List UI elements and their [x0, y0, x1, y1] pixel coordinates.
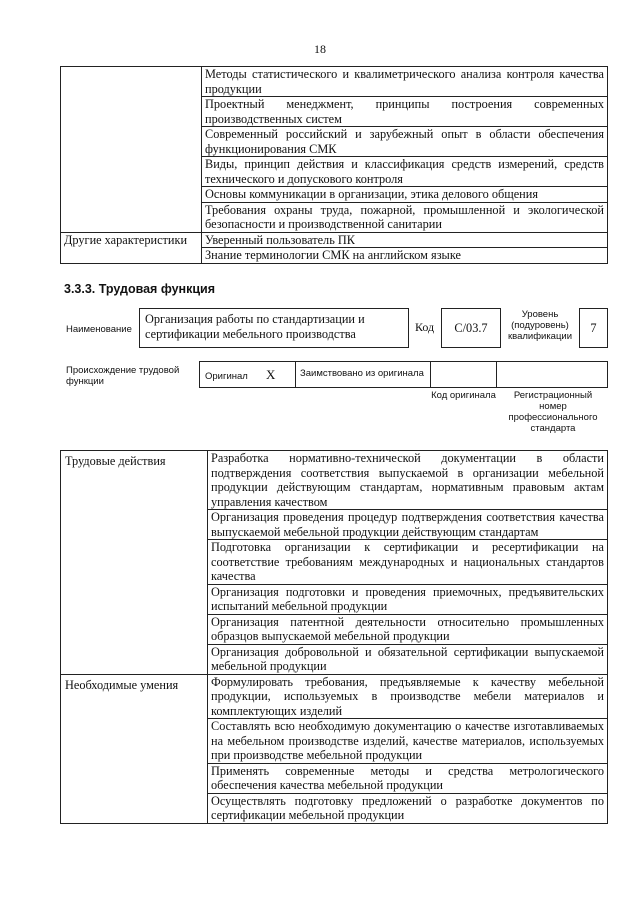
name-label: Наименование [66, 324, 132, 335]
function-name: Организация работы по стандартизации и сертификации мебельного производства [145, 312, 365, 341]
origin-label: Происхождение трудовой функции [66, 365, 180, 387]
table-row [61, 451, 608, 510]
table-row [61, 232, 608, 248]
registration-caption: Регистрационный номер профессионального стандарта [508, 390, 598, 434]
table-cell: Современный российский и зарубежный опыт в области обеспечения функционирования СМК [202, 127, 608, 157]
borrowed-cell [295, 361, 431, 388]
table-cell: Виды, принцип действия и классификация средств измерений, средств технического и допускового контроля [202, 157, 608, 187]
level-label: Уровень (подуровень) квалификации [507, 309, 573, 342]
section-heading: 3.3.3. Трудовая функция [64, 282, 216, 296]
borrowed-label: Заимствовано из оригинала [300, 368, 424, 379]
table-cell: Организация проведения процедур подтверждения соответствия качества выпускаемой мебельной продукции действующим стандартам [208, 510, 608, 540]
page-number: 18 [314, 42, 326, 56]
table-row [61, 674, 608, 719]
labor-actions-label: Трудовые действия [61, 451, 208, 675]
code-box [441, 308, 501, 348]
registration-number-cell [496, 361, 608, 388]
table-cell: Методы статистического и квалиметрического анализа контроля качества продукции [202, 67, 608, 97]
table-cell: Знание терминологии СМК на английском языке [202, 248, 608, 264]
original-code-cell [430, 361, 497, 388]
table-cell: Уверенный пользователь ПК [202, 232, 608, 248]
original-label: Оригинал [205, 371, 248, 382]
code-value: C/03.7 [454, 321, 488, 335]
table-cell: Организация патентной деятельности относительно промышленных образцов выпускаемой мебельной продукции [208, 614, 608, 644]
table-label-cell [61, 67, 202, 233]
level-box [579, 308, 608, 348]
table-cell: Организация добровольной и обязательной сертификации выпускаемой мебельной продукции [208, 644, 608, 674]
required-skills-label: Необходимые умения [61, 674, 208, 823]
code-label: Код [415, 320, 435, 334]
table-cell: Разработка нормативно-технической документации в области подтверждения соответствия выпускаемой в организации мебельной продукции действующим стандартам, нормативным правовым актам управления качеством [208, 451, 608, 510]
table-cell: Осуществлять подготовку предложений о разработке документов по сертификации мебельной продукции [208, 793, 608, 823]
knowledge-table [60, 66, 608, 264]
original-cell [199, 361, 296, 388]
table-cell: Требования охраны труда, пожарной, промышленной и экологической безопасности и производственной санитарии [202, 202, 608, 232]
code-caption: Код оригинала [431, 390, 496, 401]
table-row [61, 67, 608, 97]
other-characteristics-label: Другие характеристики [61, 232, 202, 263]
level-value: 7 [590, 321, 597, 335]
table-cell: Основы коммуникации в организации, этика делового общения [202, 187, 608, 203]
table-cell: Применять современные методы и средства метрологического обеспечения качества мебельной продукции [208, 763, 608, 793]
table-cell: Составлять всю необходимую документацию о качестве изготавливаемых на мебельном производстве изделий, качестве материалов, используемых при производстве мебельной продукции [208, 719, 608, 764]
labor-function-table [60, 450, 608, 824]
table-cell: Проектный менеджмент, принципы построения современных производственных систем [202, 97, 608, 127]
original-mark: X [266, 367, 276, 382]
table-cell: Формулировать требования, предъявляемые к качеству мебельной продукции, используемых в производстве мебели материалов и комплектующих изделий [208, 674, 608, 719]
table-cell: Подготовка организации к сертификации и ресертификации на соответствие требованиям международных и национальных стандартов качества [208, 540, 608, 585]
table-cell: Организация подготовки и проведения приемочных, предъявительских испытаний мебельной продукции [208, 584, 608, 614]
function-name-box [139, 308, 409, 348]
